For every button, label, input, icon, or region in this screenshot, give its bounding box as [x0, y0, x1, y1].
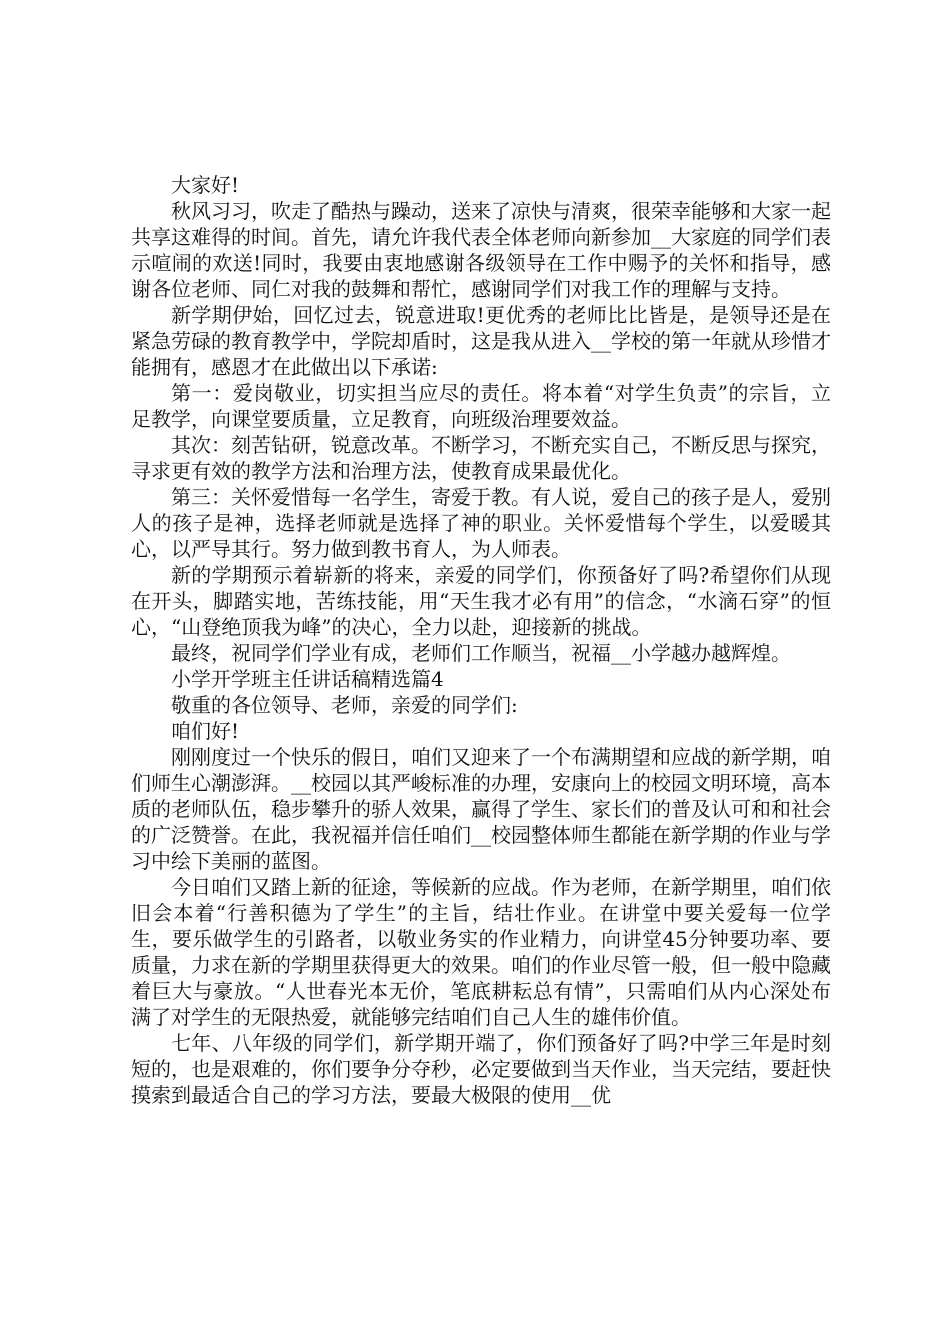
- greeting-two: 咱们好!: [171, 719, 240, 743]
- paragraph-promise-one: 第一：爱岗敬业，切实担当应尽的责任。将本着“对学生负责”的宗旨，立足教学，向课堂要质量，立足教育，向班级治理要效益。: [131, 381, 831, 431]
- paragraph-promise-two: 其次：刻苦钻研，锐意改革。不断学习，不断充实自己，不断反思与探究，寻求更有效的教学方法和治理方法，使教育成果最优化。: [131, 433, 831, 483]
- paragraph-new-term: 新学期伊始，回忆过去，锐意进取!更优秀的老师比比皆是，是领导还是在紧急劳碌的教育教学中，学院却盾时，这是我从进入__学校的第一年就从珍惜才能拥有，感恩才在此做出以下承诺:: [131, 303, 831, 379]
- paragraph-opening: 秋风习习，吹走了酷热与躁动，送来了凉快与清爽，很荣幸能够和大家一起共享这难得的时间。首先，请允许我代表全体老师向新参加__大家庭的同学们表示喧闹的欢送!同时，我要由衷地感谢各级领导在工作中赐予的关怀和指导，感谢各位老师、同仁对我的鼓舞和帮忙，感谢同学们对我工作的理解与支持。: [131, 199, 831, 301]
- paragraph-students: 七年、八年级的同学们，新学期开端了，你们预备好了吗?中学三年是时刻短的，也是艰难的，你们要争分夺秒，必定要做到当天作业，当天完结，要赶快摸索到最适合自己的学习方法，要最大极限的使用__优: [131, 1031, 831, 1107]
- paragraph-holiday: 刚刚度过一个快乐的假日，咱们又迎来了一个布满期望和应战的新学期，咱们师生心潮澎湃。__校园以其严峻标准的办理，安康向上的校园文明环境，高本质的老师队伍，稳步攀升的骄人效果，赢得了学生、家长们的普及认可和和社会的广泛赞誉。在此，我祝福并信任咱们__校园整体师生都能在新学期的作业与学习中绘下美丽的蓝图。: [131, 745, 831, 873]
- salutation: 敬重的各位领导、老师，亲爱的同学们:: [171, 693, 518, 717]
- section-heading: 小学开学班主任讲话稿精选篇4: [171, 667, 444, 691]
- document-body: [131, 172, 831, 1108]
- paragraph-promise-three: 第三：关怀爱惜每一名学生，寄爱于教。有人说，爱自己的孩子是人，爱别人的孩子是神，选择老师就是选择了神的职业。关怀爱惜每个学生，以爱暖其心，以严导其行。努力做到教书育人，为人师表。: [131, 485, 831, 561]
- greeting: 大家好!: [171, 173, 240, 197]
- paragraph-future: 新的学期预示着崭新的将来，亲爱的同学们，你预备好了吗?希望你们从现在开头，脚踏实地，苦练技能，用“天生我才必有用”的信念，“水滴石穿”的恒心，“山登绝顶我为峰”的决心，全力以赴，迎接新的挑战。: [131, 563, 831, 639]
- paragraph-closing: 最终，祝同学们学业有成，老师们工作顺当，祝福__小学越办越辉煌。: [171, 641, 791, 665]
- paragraph-teachers: 今日咱们又踏上新的征途，等候新的应战。作为老师，在新学期里，咱们依旧会本着“行善积德为了学生”的主旨，结壮作业。在讲堂中要关爱每一位学生，要乐做学生的引路者，以敬业务实的作业精力，向讲堂45分钟要功率、要质量，力求在新的学期里获得更大的效果。咱们的作业尽管一般，但一般中隐藏着巨大与豪放。“人世春光本无价，笔底耕耘总有情”，只需咱们从内心深处布满了对学生的无限热爱，就能够完结咱们自己人生的雄伟价值。: [131, 875, 831, 1029]
